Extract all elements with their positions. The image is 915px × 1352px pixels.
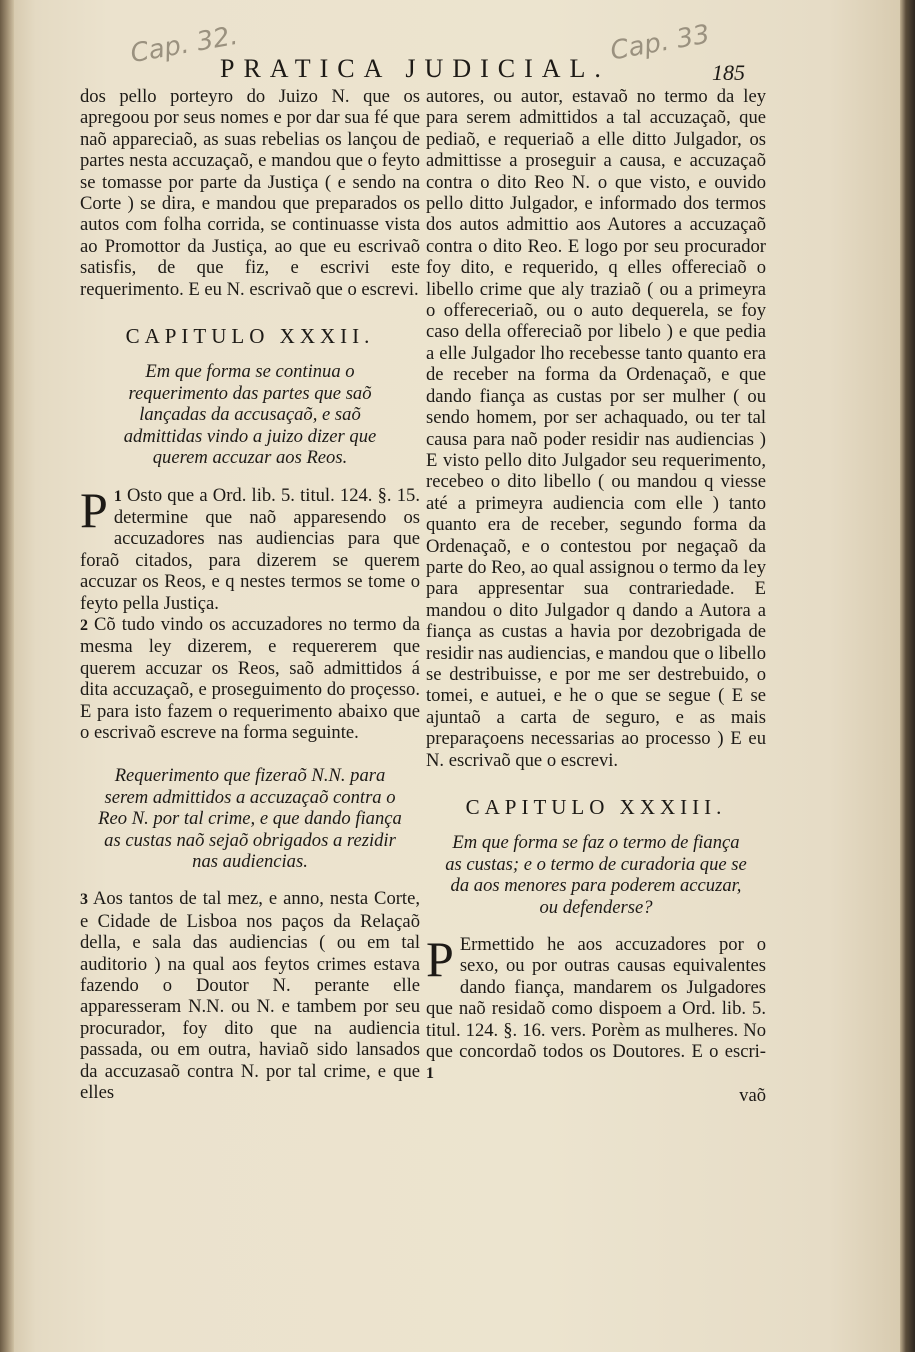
chapter-heading-33: CAPITULO XXXIII.	[465, 795, 727, 819]
paragraph-number: 1	[426, 1065, 434, 1083]
chapter-summary-33: Em que forma se faz o termo de fiança as custas; e o termo de curadoria que se da aos menores para poderem accuzar, ou defenderse?	[445, 832, 747, 918]
paragraph-number: 3	[80, 891, 88, 909]
paragraph-number: 1	[113, 487, 122, 505]
paragraph-1	[426, 931, 766, 1085]
paragraph-3	[80, 888, 420, 1103]
pencil-annotation-left: Cap. 32.	[128, 20, 241, 70]
drop-cap: P	[426, 931, 454, 988]
continuation-paragraph: autores, ou autor, estavaõ no termo da ley para serem admittidos a tal accuzaçaõ, que pediaõ, e requeriaõ a elle ditto Julgador, os admittisse a proseguir a causa, e accuzaçaõ contra o dito Reo N. o que visto, e ouvido pello ditto Julgador, e informado dos termos dos autos admittio aos Autores a accuzaçaõ contra o dito Reo. E logo por seu procurador foy dito, e requerido, q elles offereciaõ o libello crime que aly traziaõ ( ou a primeyra o offereceriaõ, ou o auto dequerela, se foy caso della offereciaõ por libelo ) e que pedia a elle Julgador lho recebesse tanto quanto era de receber na forma da Ordenaçaõ, e que dando fiança as custas por ser mulher ( ou sendo homem, por ser achaquado, ou ter tal causa para naõ poder residir nas audiencias ) E visto pello dito Julgador seu requerimento, recebeo o dito libello ( ou mandou q viesse até a primeyra audiencia com elle ) tanto quanto era de receber, segundo forma da Ordenaçaõ, e o contestou por negaçaõ da parte do Reo, ao qual assignou o termo da ley para appresentar sua contrariedade. E mandou o dito Julgador q dando a Autora a fiança as custas a havia por dezobrigada de residir nas audiencias, e mandou que o libello se destribuisse, e por me ser destrebuido, o tomei, e autuei, e he o que se segue ( E se ajuntaõ a carta de seguro, e as mais preparaçoens necessarias ao processo ) E eu N. escrivaõ que o escrevi.	[426, 86, 766, 771]
left-column	[80, 86, 420, 1103]
right-column	[426, 86, 766, 1106]
paragraph-text: Osto que a Ord. lib. 5. titul. 124. §. 15. determine que naõ apparesendo os accuzadores nas audiencias para que foraõ citados, para dizerem se querem accuzar os Reos, e q nestes termos se tome o feyto pella Justiça.	[80, 484, 420, 614]
paragraph-text: Ermettido he aos accuzadores por o sexo, ou por outras causas equivalentes dando fiança, mandarem os Julgadores que naõ residaõ como dispoem a Ord. lib. 5. titul. 124. §. 16. vers. Porèm as mulheres. No que concordaõ todos os Doutores. E o escri-	[426, 934, 766, 1063]
paragraph-text: Aos tantos de tal mez, e anno, nesta Corte, e Cidade de Lisboa nos paços da Relaçaõ della, e sala das audiencias ( ou em tal auditorio ) na qual aos feytos crimes estava fazendo o Doutor N. perante elle apparesseram N.N. ou N. e tambem por seu procurador, foy dito que na audiencia passada, ou em outra, haviaõ sido lansados da accuzasaõ contra N. por tal crime, e que elles	[80, 888, 421, 1104]
chapter-summary-32: Em que forma se continua o requerimento das partes que saõ lançadas da accusaçaõ, e saõ admittidas vindo a juizo dizer que querem accuzar aos Reos.	[123, 361, 377, 469]
page-number: 185	[712, 60, 745, 85]
running-title: PRATICA JUDICIAL.	[220, 54, 610, 83]
chapter-heading-32: CAPITULO XXXII.	[125, 324, 375, 349]
paragraph-2	[80, 614, 420, 743]
form-title: Requerimento que fizeraõ N.N. para serem admittidos a accuzaçaõ contra o Reo N. por tal crime, e que dando fiança as custas naõ sejaõ obrigados a rezidir nas audiencias.	[98, 765, 402, 872]
page-edge	[900, 0, 915, 1352]
drop-cap: P	[80, 481, 108, 538]
paragraph-text: Cõ tudo vindo os accuzadores no termo da mesma ley dizerem, e requererem que querem accuzar os Reos, saõ admittidos á dita accuzaçaõ, e proseguimento do proçesso. E para isto fazem o requerimento abaixo que o escrivaõ escreve na forma seguinte.	[80, 613, 420, 743]
paragraph-number: 2	[80, 616, 88, 634]
catchword: vaõ	[739, 1084, 766, 1106]
pencil-annotation-right: Cap. 33	[608, 19, 713, 67]
opening-paragraph: dos pello porteyro do Juizo N. que os apregoou por seus nomes e por dar sua fé que naõ appareciaõ, as suas rebelias os lançou de partes nesta accuzaçaõ, e mandou que o feyto se tomasse por parte da Justiça ( e sendo na Corte ) se dira, e mandou que preparados os autos com folha corrida, se continuasse vista ao Promottor da Justiça, ao que eu escrivaõ satisfis, de que fiz, e escrivi este requerimento. E eu N. escrivaõ que o escrevi.	[80, 86, 420, 300]
book-gutter	[0, 0, 14, 1352]
paragraph-1	[80, 481, 420, 614]
